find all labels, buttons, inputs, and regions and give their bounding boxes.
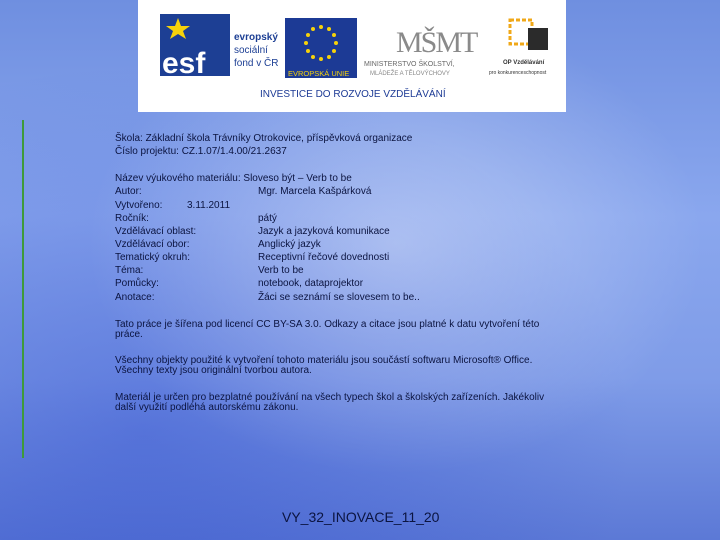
esf-text-3: fond v ČR bbox=[234, 58, 279, 69]
logos-graphic bbox=[138, 0, 566, 112]
area-label: Vzdělávací oblast: bbox=[115, 226, 197, 237]
annotation-value: Žáci se seznámí se slovesem to be.. bbox=[258, 292, 420, 303]
material-title: Název výukového materiálu: Sloveso být – Verb to be bbox=[115, 173, 352, 184]
topic-value: Verb to be bbox=[258, 265, 304, 276]
author-value: Mgr. Marcela Kašpárková bbox=[258, 186, 372, 197]
material-code: VY_32_INOVACE_11_20 bbox=[282, 509, 440, 525]
objects-line-1: Všechny objekty použité k vytvoření tohoto materiálu jsou součástí softwaru Microsoft® Office. bbox=[115, 355, 533, 366]
project-line: Číslo projektu: CZ.1.07/1.4.00/21.2637 bbox=[115, 146, 287, 157]
usage-line-1: Materiál je určen pro bezplatné používání na všech typech škol a školských zařízeních. Jakékoliv bbox=[115, 392, 545, 403]
created-value: 3.11.2011 bbox=[187, 200, 231, 211]
grade-value: pátý bbox=[258, 213, 277, 224]
usage-line-2: další využití podléhá autorskému zákonu. bbox=[115, 402, 299, 413]
license-line-2: práce. bbox=[115, 329, 143, 340]
area-value: Jazyk a jazyková komunikace bbox=[258, 226, 390, 237]
ministry-line-2: MLÁDEŽE A TĚLOVÝCHOVY bbox=[370, 71, 450, 77]
esf-text-1: evropský bbox=[234, 32, 278, 43]
usage-note bbox=[115, 393, 595, 413]
topic-label: Téma: bbox=[115, 265, 144, 276]
tools-value: notebook, dataprojektor bbox=[258, 278, 364, 289]
slogan: INVESTICE DO ROZVOJE VZDĚLÁVÁNÍ bbox=[260, 89, 446, 100]
school-line: Škola: Základní škola Trávníky Otrokovice, příspěvková organizace bbox=[115, 133, 413, 144]
topic-area-value: Receptivní řečové dovednosti bbox=[258, 252, 390, 263]
annotation-label: Anotace: bbox=[115, 292, 155, 303]
created-label: Vytvořeno: bbox=[115, 200, 163, 211]
op-logo-block bbox=[528, 28, 548, 50]
op-line-1: OP Vzdělávání bbox=[503, 60, 545, 66]
op-line-2: pro konkurenceschopnost bbox=[489, 70, 547, 76]
grade-label: Ročník: bbox=[115, 213, 149, 224]
tools-label: Pomůcky: bbox=[115, 278, 159, 289]
msmt-logo-text: MŠMT bbox=[396, 26, 477, 59]
esf-letters: esf bbox=[162, 47, 206, 80]
license-line-1: Tato práce je šířena pod licencí CC BY-SA 3.0. Odkazy a citace jsou platné k datu vytvoření této bbox=[115, 319, 540, 330]
subject-value: Anglický jazyk bbox=[258, 239, 321, 250]
author-label: Autor: bbox=[115, 186, 142, 197]
objects-line-2: Všechny texty jsou originální tvorbou autora. bbox=[115, 365, 312, 376]
logo-banner bbox=[138, 0, 566, 112]
objects-note bbox=[115, 356, 595, 376]
eu-label: EVROPSKÁ UNIE bbox=[288, 69, 350, 78]
accent-line bbox=[22, 120, 24, 458]
esf-text-2: sociální bbox=[234, 45, 268, 56]
license-note bbox=[115, 320, 595, 340]
subject-label: Vzdělávací obor: bbox=[115, 239, 190, 250]
ministry-line-1: MINISTERSTVO ŠKOLSTVÍ, bbox=[364, 61, 455, 68]
topic-area-label: Tematický okruh: bbox=[115, 252, 191, 263]
